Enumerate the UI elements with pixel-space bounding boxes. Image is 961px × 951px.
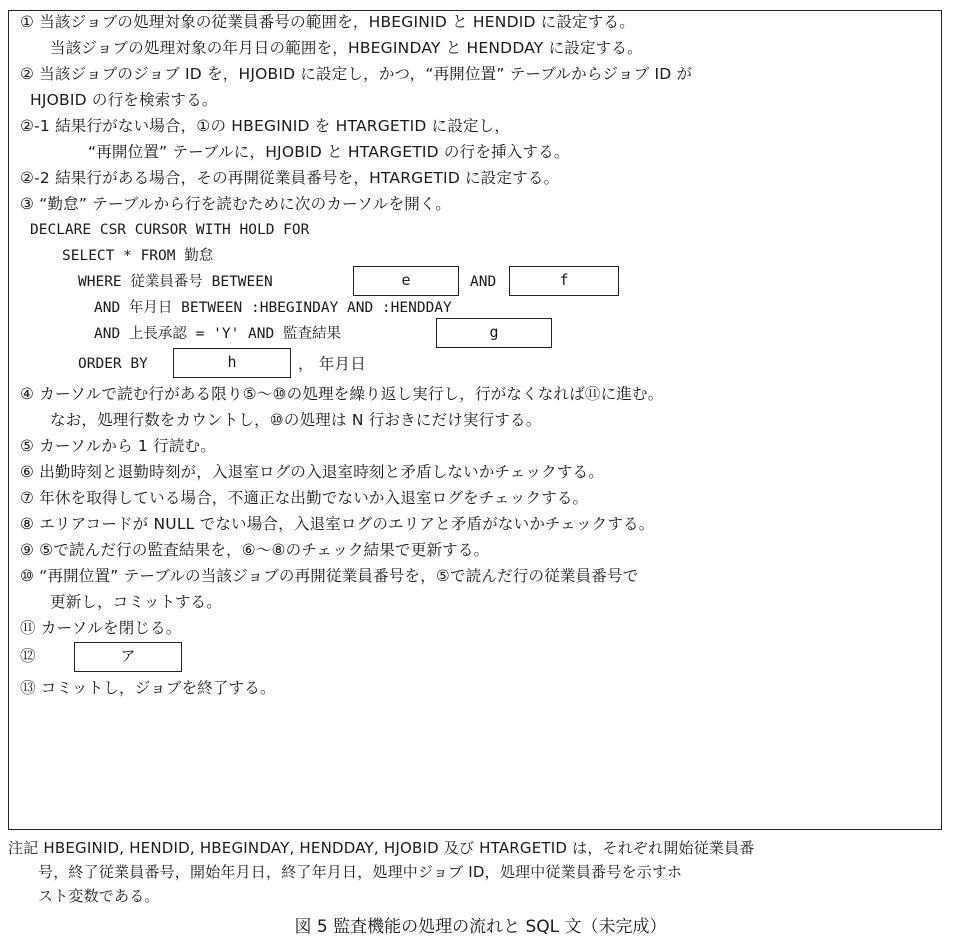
- figure-caption: 図 5 監査機能の処理の流れと SQL 文（未完成）: [294, 917, 667, 937]
- step-1b: 当該ジョブの処理対象の年月日の範囲を，HBEGINDAY と HENDDAY に設定する。: [50, 39, 643, 57]
- blank-a: ア: [74, 642, 182, 672]
- step-13: ⑬ コミットし，ジョブを終了する。: [20, 679, 276, 697]
- sql-declare: DECLARE CSR CURSOR WITH HOLD FOR: [30, 222, 310, 238]
- step-6: ⑥ 出勤時刻と退勤時刻が，入退室ログの入退室時刻と矛盾しないかチェックする。: [20, 463, 604, 481]
- step-4a: ④ カーソルで読む行がある限り⑤～⑩の処理を繰り返し実行し，行がなくなれば⑪に進む。: [20, 385, 664, 403]
- step-2a: ② 当該ジョブのジョブ ID を，HJOBID に設定し，かつ，“再開位置” テーブルからジョブ ID が: [20, 65, 693, 83]
- step-9: ⑨ ⑤で読んだ行の監査結果を，⑥～⑧のチェック結果で更新する。: [20, 541, 490, 559]
- sql-order-rest: ， 年月日: [298, 355, 366, 373]
- step-1a: ① 当該ジョブの処理対象の従業員番号の範囲を，HBEGINID と HENDID に設定する。: [20, 13, 635, 31]
- step-2b: HJOBID の行を検索する。: [30, 91, 218, 109]
- step-4b: なお，処理行数をカウントし，⑩の処理は N 行おきにだけ実行する。: [50, 411, 542, 429]
- blank-e: e: [353, 266, 459, 296]
- step-10b: 更新し，コミットする。: [50, 593, 222, 611]
- blank-g: g: [436, 318, 552, 348]
- step-10a: ⑩ “再開位置” テーブルの当該ジョブの再開従業員番号を，⑤で読んだ行の従業員番号で: [20, 567, 639, 585]
- sql-order-by: ORDER BY: [78, 356, 148, 372]
- sql-and-approval: AND 上長承認 = 'Y' AND 監査結果: [94, 326, 341, 342]
- note-line-3: スト変数である。: [38, 887, 160, 905]
- step-2-1a: ②-1 結果行がない場合，①の HBEGINID を HTARGETID に設定し，: [20, 117, 511, 135]
- step-5: ⑤ カーソルから 1 行読む。: [20, 437, 216, 455]
- step-2-2: ②-2 結果行がある場合，その再開従業員番号を，HTARGETID に設定する。: [20, 169, 560, 187]
- step-12: ⑫: [20, 647, 36, 665]
- step-7: ⑦ 年休を取得している場合，不適正な出勤でないか入退室ログをチェックする。: [20, 489, 589, 507]
- blank-h: h: [173, 348, 291, 378]
- step-11: ⑪ カーソルを閉じる。: [20, 619, 182, 637]
- sql-and-day: AND 年月日 BETWEEN :HBEGINDAY AND :HENDDAY: [94, 300, 452, 316]
- sql-where: WHERE 従業員番号 BETWEEN: [78, 274, 273, 290]
- step-3: ③ “勤怠” テーブルから行を読むために次のカーソルを開く。: [20, 195, 451, 213]
- note-line-1: 注記 HBEGINID, HENDID, HBEGINDAY, HENDDAY, HJOBID 及び HTARGETID は，それぞれ開始従業員番: [8, 839, 755, 857]
- sql-select: SELECT * FROM 勤怠: [62, 248, 214, 264]
- note-line-2: 号，終了従業員番号，開始年月日，終了年月日，処理中ジョブ ID，処理中従業員番号を示すホ: [38, 863, 683, 881]
- step-2-1b: “再開位置” テーブルに，HJOBID と HTARGETID の行を挿入する。: [88, 143, 570, 161]
- blank-f: f: [509, 266, 619, 296]
- step-8: ⑧ エリアコードが NULL でない場合，入退室ログのエリアと矛盾がないかチェックする。: [20, 515, 655, 533]
- sql-and-1: AND: [470, 274, 497, 290]
